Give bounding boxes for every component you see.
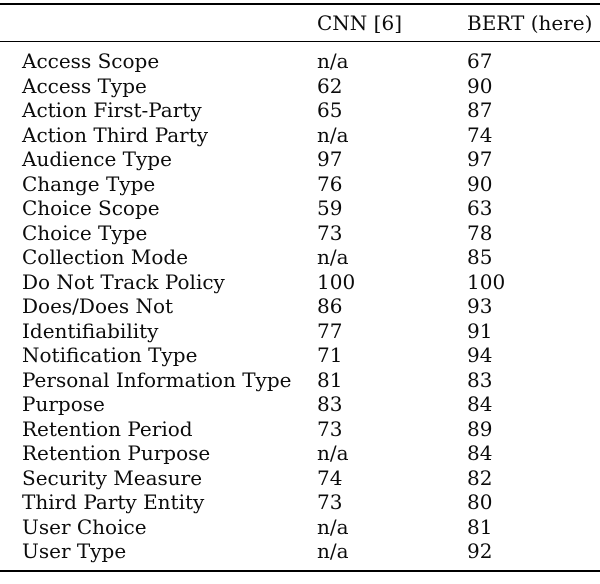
bert-value: 84: [467, 392, 493, 416]
bert-value: 83: [467, 367, 493, 392]
row-label: Choice Scope: [22, 196, 160, 220]
table-row: [0, 392, 600, 417]
bert-value: 81: [467, 514, 493, 539]
row-label: Access Scope: [22, 49, 160, 73]
cnn-value: 76: [317, 171, 343, 196]
bert-value: 87: [467, 98, 493, 122]
table-row: [0, 172, 600, 197]
cnn-value: n/a: [317, 539, 349, 563]
cnn-value: 73: [317, 416, 343, 441]
row-label: Retention Purpose: [22, 441, 211, 465]
row-label: Purpose: [22, 392, 105, 416]
header-row: [0, 4, 600, 42]
row-label: Audience Type: [22, 147, 172, 171]
row-label: Action First-Party: [22, 98, 202, 122]
table-row: [0, 490, 600, 515]
cnn-value: 100: [317, 269, 356, 294]
row-label: Personal Information Type: [22, 367, 292, 392]
cnn-value: 71: [317, 343, 343, 367]
row-label: Security Measure: [22, 465, 203, 490]
cnn-value: 97: [317, 147, 343, 171]
cnn-value: n/a: [317, 245, 349, 269]
row-label: Action Third Party: [22, 122, 209, 147]
table-row: [0, 270, 600, 295]
bert-value: 100: [467, 269, 506, 294]
cnn-value: 65: [317, 98, 343, 122]
table-row: [0, 417, 600, 442]
row-label: Notification Type: [22, 343, 198, 367]
cnn-value: 83: [317, 392, 343, 416]
bert-value: 78: [467, 220, 493, 245]
header-bert-column: BERT (here): [467, 4, 600, 42]
table-row: [0, 319, 600, 344]
bert-value: 90: [467, 73, 493, 98]
table-row: [0, 343, 600, 368]
row-label: Do Not Track Policy: [22, 269, 225, 294]
table-row: [0, 515, 600, 540]
bert-value: 90: [467, 171, 493, 196]
cnn-value: 73: [317, 220, 343, 245]
table-row: [0, 245, 600, 270]
bert-value: 85: [467, 245, 493, 269]
bert-value: 80: [467, 490, 493, 514]
results-table: [0, 3, 600, 572]
table-row: [0, 74, 600, 99]
table-row: [0, 196, 600, 221]
cnn-value: n/a: [317, 441, 349, 465]
table-header: [0, 4, 600, 42]
bert-value: 89: [467, 416, 493, 441]
table-body: [0, 42, 600, 571]
row-label: Access Type: [22, 73, 147, 98]
table-row: [0, 294, 600, 319]
bert-value: 91: [467, 318, 493, 343]
cnn-value: 74: [317, 465, 343, 490]
cnn-value: 77: [317, 318, 343, 343]
table-row: [0, 466, 600, 491]
table-row: [0, 42, 600, 74]
bert-value: 82: [467, 465, 493, 490]
table-row: [0, 221, 600, 246]
bert-value: 63: [467, 196, 493, 220]
row-label: Choice Type: [22, 220, 148, 245]
bert-value: 74: [467, 122, 493, 147]
row-label: Retention Period: [22, 416, 193, 441]
bert-value: 84: [467, 441, 493, 465]
table-row: [0, 147, 600, 172]
bert-value: 94: [467, 343, 493, 367]
row-label: Does/Does Not: [22, 294, 174, 318]
row-label: User Type: [22, 539, 127, 563]
bert-value: 67: [467, 49, 493, 73]
row-label: Collection Mode: [22, 245, 189, 269]
cnn-value: 73: [317, 490, 343, 514]
bert-value: 92: [467, 539, 493, 563]
table-row: [0, 98, 600, 123]
cnn-value: 59: [317, 196, 343, 220]
bert-value: 97: [467, 147, 493, 171]
header-cnn-column: CNN [6]: [317, 4, 467, 42]
cnn-value: 62: [317, 73, 343, 98]
row-label: User Choice: [22, 514, 147, 539]
cnn-value: 86: [317, 294, 343, 318]
cnn-value: n/a: [317, 122, 349, 147]
row-label: Change Type: [22, 171, 156, 196]
row-label: Identifiability: [22, 318, 159, 343]
cnn-value: 81: [317, 367, 343, 392]
row-label: Third Party Entity: [22, 490, 205, 514]
header-label-column: [0, 4, 317, 42]
cnn-value: n/a: [317, 49, 349, 73]
table-row: [0, 368, 600, 393]
cnn-value: n/a: [317, 514, 349, 539]
table-row: [0, 441, 600, 466]
table-row: [0, 123, 600, 148]
table-row: [0, 539, 600, 571]
bert-value: 93: [467, 294, 493, 318]
